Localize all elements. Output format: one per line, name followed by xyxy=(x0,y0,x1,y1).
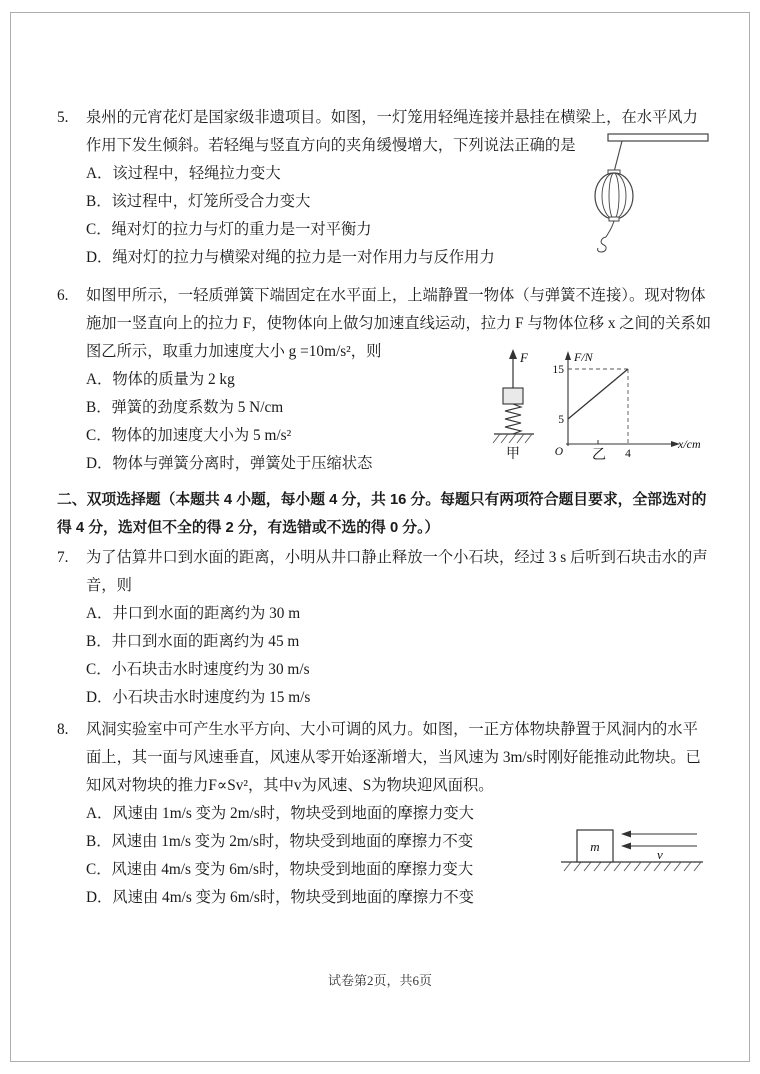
question-7-option-b: B．井口到水面的距离约为 45 m xyxy=(86,633,300,650)
lantern-bottom-cap xyxy=(609,217,619,221)
question-7 xyxy=(57,544,712,712)
ground-hatching xyxy=(493,434,532,443)
x-tick-4: 4 xyxy=(625,448,631,460)
figure-caption-yi: 乙 xyxy=(592,448,606,463)
wind-speed-label: v xyxy=(657,847,663,862)
wind-arrowhead-lower xyxy=(621,843,631,850)
question-8-stem-text: 风洞实验室中可产生水平方向、大小可调的风力。如图，一正方体物块静置于风洞内的水平面上，其一面与风速垂直，风速从零开始逐渐增大，当风速为 3m/s时刚好能推动此物块。已知风对物块的推力F∝Sv²，其中v为风速、S为物块迎风面积。 xyxy=(86,721,701,794)
force-displacement-graph xyxy=(553,350,701,463)
force-label: F xyxy=(520,350,528,365)
lantern-body xyxy=(595,173,633,219)
question-6-number: 6. xyxy=(57,287,69,304)
wind-tunnel-figure xyxy=(557,804,707,879)
question-5-option-c: C．绳对灯的拉力与灯的重力是一对平衡力 xyxy=(86,221,372,238)
question-7-stem-text: 为了估算井口到水面的距离，小明从井口静止释放一个小石块，经过 3 s 后听到石块击水的声音，则 xyxy=(86,549,708,594)
lantern-figure xyxy=(592,130,712,258)
question-6-option-d: D．物体与弹簧分离时，弹簧处于压缩状态 xyxy=(86,455,373,472)
y-tick-5: 5 xyxy=(558,414,564,426)
exam-content xyxy=(57,104,712,912)
question-5-option-a: A．该过程中，轻绳拉力变大 xyxy=(86,165,281,182)
question-6-option-c: C．物体的加速度大小为 5 m/s² xyxy=(86,427,292,444)
tassel xyxy=(598,237,607,252)
question-5 xyxy=(57,104,712,272)
question-6-option-b: B．弹簧的劲度系数为 5 N/cm xyxy=(86,399,284,416)
question-5-option-b: B．该过程中，灯笼所受合力变大 xyxy=(86,193,311,210)
spring-coil xyxy=(505,404,521,434)
ground-hatching xyxy=(564,862,701,871)
block-mass-label: m xyxy=(590,839,600,854)
question-7-number: 7. xyxy=(57,549,69,566)
question-7-option-c: C．小石块击水时速度约为 30 m/s xyxy=(86,661,310,678)
y-tick-15: 15 xyxy=(552,364,564,376)
question-8-option-c: C．风速由 4m/s 变为 6m/s时，物块受到地面的摩擦力变大 xyxy=(86,861,474,878)
question-8-option-a: A．风速由 1m/s 变为 2m/s时，物块受到地面的摩擦力变大 xyxy=(86,805,474,822)
question-5-stem-text: 泉州的元宵花灯是国家级非遗项目。如图，一灯笼用轻绳连接并悬挂在横梁上，在水平风力作用下发生倾斜。若轻绳与竖直方向的夹角缓慢增大，下列说法正确的是 xyxy=(86,109,698,154)
question-6-stem-text: 如图甲所示，一轻质弹簧下端固定在水平面上，上端静置一物体（与弹簧不连接）。现对物体施加一竖直向上的拉力 F，使物体向上做匀加速直线运动，拉力 F 与物体位移 x 之间的关系如图乙所示，取重力加速度大小 g =10m/s²，则 xyxy=(86,287,712,360)
question-6 xyxy=(57,282,712,478)
question-6-figures xyxy=(488,344,708,479)
question-8-stem xyxy=(57,716,712,800)
y-axis-label: F/N xyxy=(574,350,593,364)
wind-arrowhead-upper xyxy=(621,831,631,838)
question-8-option-b: B．风速由 1m/s 变为 2m/s时，物块受到地面的摩擦力不变 xyxy=(86,833,474,850)
x-axis-label: x/cm xyxy=(678,437,701,451)
page-footer: 试卷第2页，共6页 xyxy=(327,973,432,988)
force-arrowhead xyxy=(509,349,517,359)
spring-figure xyxy=(493,349,534,462)
question-6-option-a: A．物体的质量为 2 kg xyxy=(86,371,235,388)
y-axis-arrowhead xyxy=(565,351,571,360)
question-8-option-d: D．风速由 4m/s 变为 6m/s时，物块受到地面的摩擦力不变 xyxy=(86,889,474,906)
tassel-cord xyxy=(606,221,614,237)
block xyxy=(503,388,523,404)
figure-caption-jia: 甲 xyxy=(506,447,520,462)
question-7-stem xyxy=(57,544,712,600)
section-2-heading: 二、双项选择题（本题共 4 小题，每小题 4 分，共 16 分。每题只有两项符合题目要求，全部选对的得 4 分，选对但不全的得 2 分，有选错或不选的得 0 分。） xyxy=(57,492,707,536)
string xyxy=(614,141,622,172)
beam xyxy=(608,134,708,141)
data-line xyxy=(568,369,628,419)
question-5-option-d: D．绳对灯的拉力与横梁对绳的拉力是一对作用力与反作用力 xyxy=(86,249,495,266)
origin-label: O xyxy=(554,446,563,458)
question-7-option-d: D．小石块击水时速度约为 15 m/s xyxy=(86,689,311,706)
question-8 xyxy=(57,716,712,912)
question-8-number: 8. xyxy=(57,721,69,738)
question-5-number: 5. xyxy=(57,109,69,126)
question-7-option-a: A．井口到水面的距离约为 30 m xyxy=(86,605,301,622)
